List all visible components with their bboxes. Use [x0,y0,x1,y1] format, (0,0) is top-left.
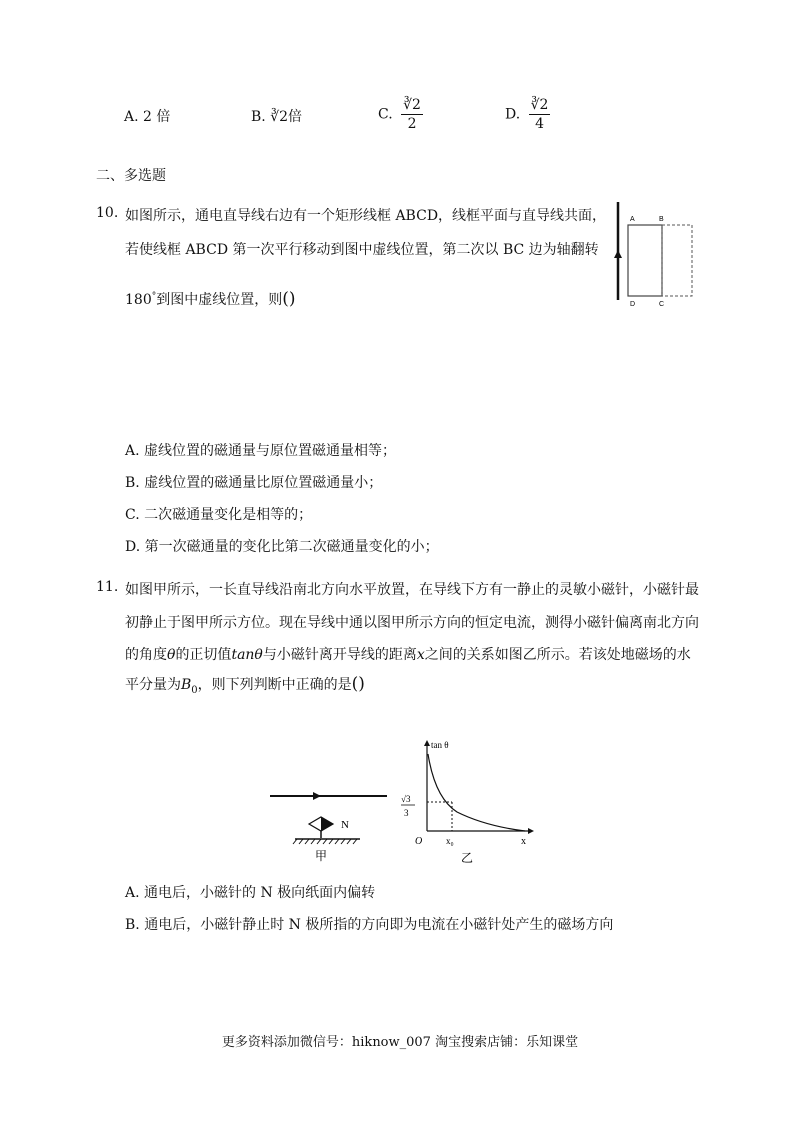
current-arrow-icon [614,250,622,258]
question-line: 若使线框 ABCD 第一次平行移动到图中虚线位置，第二次以 BC 边为轴翻转 [125,242,599,258]
option-letter: A. [124,109,139,125]
choice-d: D. 第一次磁通量的变化比第二次磁通量变化的小； [125,539,439,555]
y-axis-label: tan θ [431,740,449,750]
math-theta: θ [167,647,176,663]
x0-label: x₀ [446,836,454,846]
choice-b: B. 虚线位置的磁通量比原位置磁通量小； [125,475,383,491]
choice-b: B. 通电后，小磁针静止时 N 极所指的方向即为电流在小磁针处产生的磁场方向 [125,917,614,933]
fraction-denominator: 2 [407,116,417,132]
needle-north-half [321,817,333,831]
line-text: 到图中虚线位置，则 [156,292,283,308]
y-axis-arrow-icon [424,740,430,746]
degree-mark: ° [151,291,157,302]
x-axis-label: x [521,836,526,847]
caption-jia: 甲 [315,849,328,863]
origin-label: O [415,836,423,847]
label-d: D [630,301,636,308]
option-text: 倍 [288,109,303,125]
question-line [125,674,365,696]
option-letter: D. [505,106,521,123]
figure-yi [395,738,540,870]
figure-jia [265,785,395,865]
tick-numerator: √3 [401,794,411,804]
option-a [124,106,170,126]
math-x: x [416,647,425,663]
line-text: 平分量为 [125,677,181,693]
option-root: ∛2 [270,109,289,125]
choice-a: A. 虚线位置的磁通量与原位置磁通量相等； [125,443,397,459]
fraction [401,96,423,133]
label-c: C [659,301,665,308]
fraction [529,96,551,133]
caption-yi: 乙 [461,851,474,865]
current-arrow-icon [313,792,321,800]
line-text: 的角度 [125,647,167,663]
line-text: 与小磁针离开导线的距离 [262,647,417,663]
frame-dashed [662,225,692,296]
question-line: 如图所示，通电直导线右边有一个矩形线框 ABCD，线框平面与直导线共面， [125,208,607,224]
fraction-numerator: ∛2 [403,97,421,113]
math-sub: 0 [191,684,198,696]
section-title: 二、多选题 [96,168,166,184]
answer-paren: () [351,674,365,694]
question-line [125,644,691,664]
question-line: 如图甲所示，一长直导线沿南北方向水平放置，在导线下方有一静止的灵敏小磁针，小磁针最 [125,582,699,598]
option-b [251,106,302,126]
option-letter: C. [378,106,393,123]
question-line [125,289,296,309]
label-b: B [659,216,664,223]
label-a: A [630,216,635,223]
curve [428,754,525,831]
question-number: 11. [96,579,119,595]
line-text: 之间的关系如图乙所示。若该处地磁场的水 [424,647,691,663]
option-text: 2 倍 [143,109,171,125]
option-d [505,96,550,133]
question-line: 初静止于图甲所示方位。现在导线中通以图甲所示方向的恒定电流，测得小磁针偏离南北方向 [125,615,699,631]
line-text: 的正切值 [175,647,232,663]
angle-value: 180 [125,292,152,308]
choice-c: C. 二次磁通量变化是相等的； [125,507,313,523]
tick-denominator: 3 [404,808,409,818]
footer-text: 更多资料添加微信号：hiknow_007 淘宝搜索店铺：乐知课堂 [221,1035,579,1050]
fraction-numerator: ∛2 [530,97,549,113]
math-tan: tanθ [231,647,263,663]
label-n: N [341,819,349,831]
answer-paren: () [282,289,296,309]
line-text: ，则下列判断中正确的是 [197,677,352,693]
frame-abcd [628,225,662,296]
option-letter: B. [251,109,266,125]
q10-figure [610,200,700,310]
math-b: B [181,677,192,693]
x-axis-arrow-icon [528,828,534,834]
question-number: 10. [96,205,119,221]
option-c [378,96,423,133]
fraction-denominator: 4 [535,116,545,132]
choice-a: A. 通电后，小磁针的 N 极向纸面内偏转 [125,885,376,901]
